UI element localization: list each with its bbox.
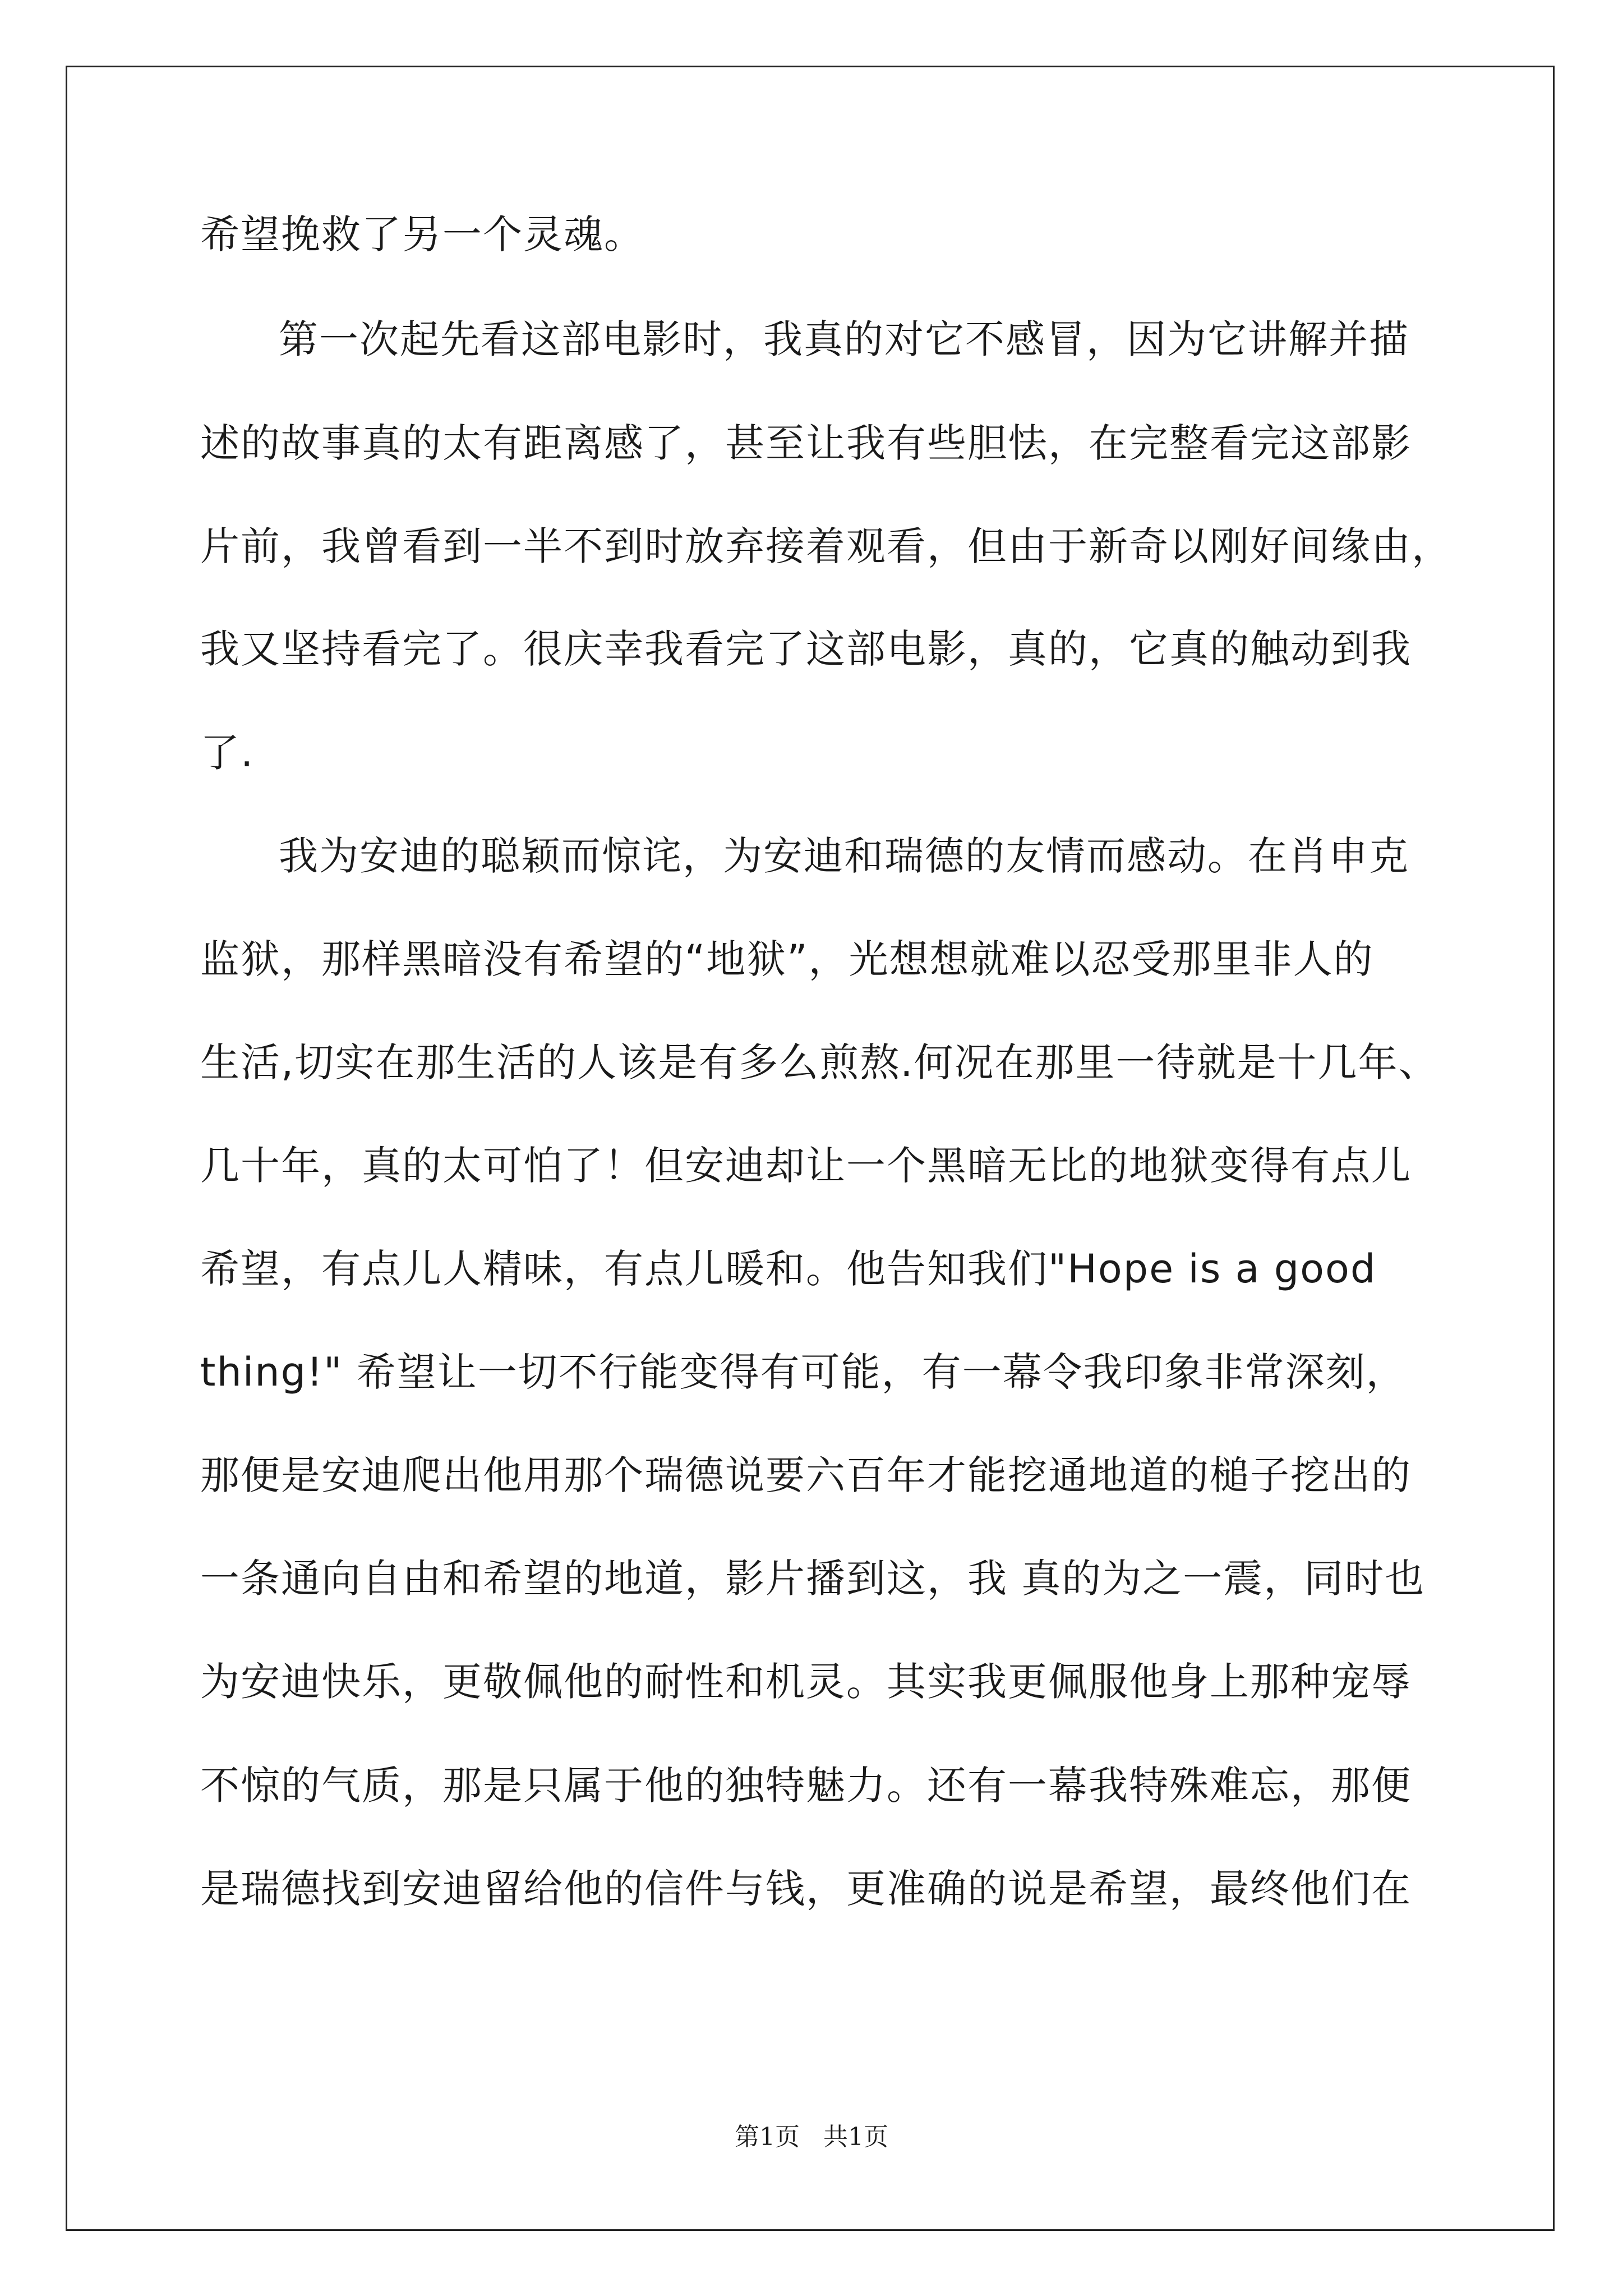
text-line: 生活,切实在那生活的人该是有多么煎熬.何况在那里一待就是十几年、 <box>200 1039 1439 1085</box>
text-line: thing!" 希望让一切不行能变得有可能，有一幕令我印象非常深刻， <box>200 1349 1407 1395</box>
text-line: 述的故事真的太有距离感了，甚至让我有些胆怯，在完整看完这部影 <box>200 420 1412 466</box>
text-line: 片前，我曾看到一半不到时放弃接着观看，但由于新奇以刚好间缘由， <box>200 523 1452 569</box>
text-line: 希望挽救了另一个灵魂。 <box>200 211 644 257</box>
text-line: 我又坚持看完了。很庆幸我看完了这部电影，真的，它真的触动到我 <box>200 626 1412 672</box>
text-line: 不惊的气质，那是只属于他的独特魅力。还有一幕我特殊难忘，那便 <box>200 1763 1412 1809</box>
text-line: 监狱，那样黑暗没有希望的“地狱”，光想想就难以忍受那里非人的 <box>200 936 1374 982</box>
text-line: 为安迪快乐，更敬佩他的耐性和机灵。其实我更佩服他身上那种宠辱 <box>200 1659 1412 1705</box>
text-line: 一条通向自由和希望的地道，影片播到这，我 真的为之一震，同时也 <box>200 1556 1426 1602</box>
text-line: 了. <box>200 730 255 776</box>
page-number-footer: 第1页 共1页 <box>735 2123 888 2151</box>
text-line: 几十年，真的太可怕了！但安迪却让一个黑暗无比的地狱变得有点儿 <box>200 1143 1412 1189</box>
text-line: 我为安迪的聪颖而惊诧，为安迪和瑞德的友情而感动。在肖申克 <box>279 833 1409 879</box>
text-line: 那便是安迪爬出他用那个瑞德说要六百年才能挖通地道的槌子挖出的 <box>200 1452 1412 1498</box>
text-line: 是瑞德找到安迪留给他的信件与钱，更准确的说是希望，最终他们在 <box>200 1866 1412 1912</box>
text-line: 希望，有点儿人精味，有点儿暖和。他告知我们"Hope is a good <box>200 1246 1377 1292</box>
text-line: 第一次起先看这部电影时，我真的对它不感冒，因为它讲解并描 <box>279 316 1409 362</box>
